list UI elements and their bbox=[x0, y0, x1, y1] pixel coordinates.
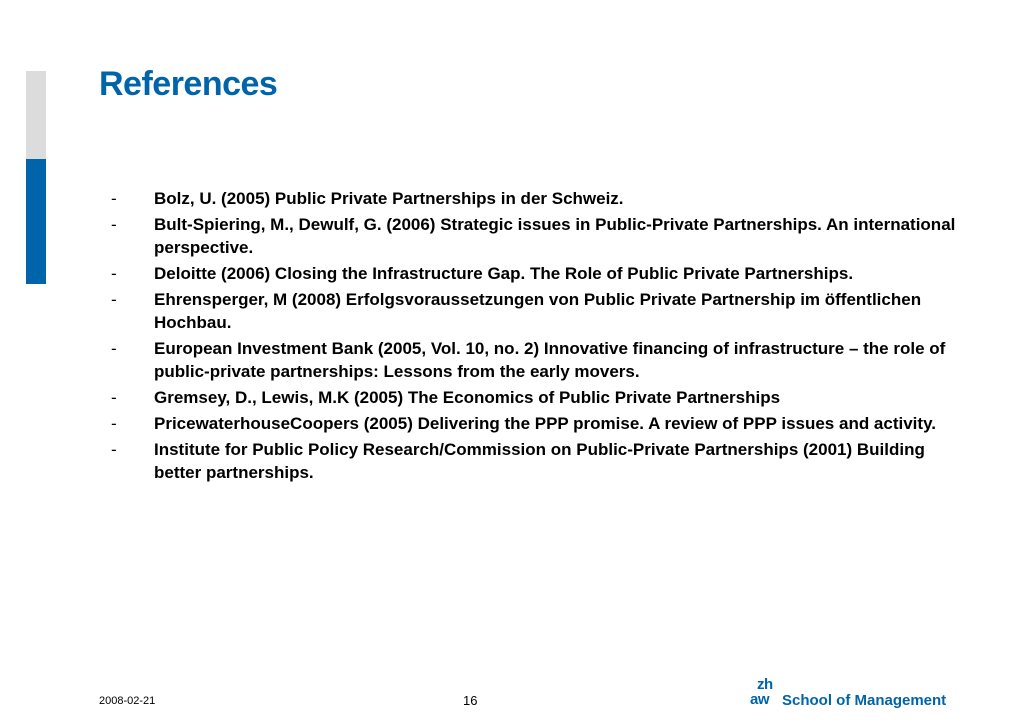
reference-item bbox=[108, 213, 958, 259]
reference-list bbox=[108, 187, 958, 487]
logo-text: School of Management bbox=[782, 692, 947, 709]
reference-text: Gremsey, D., Lewis, M.K (2005) The Economics of Public Private Partnerships bbox=[154, 388, 781, 407]
slide-title: References bbox=[99, 65, 278, 103]
reference-item bbox=[108, 438, 958, 484]
reference-text: Institute for Public Policy Research/Commission on Public-Private Partnerships (2001) Building better partnerships. bbox=[154, 440, 925, 482]
logo-mark-bottom: aw bbox=[750, 691, 770, 708]
reference-item bbox=[108, 262, 958, 285]
reference-item bbox=[108, 288, 958, 334]
reference-text: Ehrensperger, M (2008) Erfolgsvoraussetzungen von Public Private Partnership im öffentlichen Hochbau. bbox=[154, 290, 922, 332]
bullet-dash: - bbox=[111, 215, 117, 234]
bullet-dash: - bbox=[111, 339, 117, 358]
bullet-dash: - bbox=[111, 264, 117, 283]
bullet-dash: - bbox=[111, 414, 117, 433]
footer-date: 2008-02-21 bbox=[99, 695, 156, 707]
reference-item bbox=[108, 337, 958, 383]
reference-text: Deloitte (2006) Closing the Infrastructure Gap. The Role of Public Private Partnerships. bbox=[154, 264, 854, 283]
reference-item bbox=[108, 386, 958, 409]
decor-bar-grey bbox=[26, 71, 46, 159]
zhaw-logo-icon bbox=[749, 676, 783, 710]
reference-text: European Investment Bank (2005, Vol. 10, no. 2) Innovative financing of infrastructure – the role of public-private partnerships: Lessons from the early movers. bbox=[154, 339, 946, 381]
logo-mark-top: zh bbox=[757, 676, 773, 693]
reference-text: PricewaterhouseCoopers (2005) Delivering the PPP promise. A review of PPP issues and activity. bbox=[154, 414, 936, 433]
reference-text: Bolz, U. (2005) Public Private Partnerships in der Schweiz. bbox=[154, 189, 624, 208]
bullet-dash: - bbox=[111, 388, 117, 407]
decor-bar-blue bbox=[26, 159, 46, 284]
bullet-dash: - bbox=[111, 189, 117, 208]
bullet-dash: - bbox=[111, 290, 117, 309]
reference-text: Bult-Spiering, M., Dewulf, G. (2006) Strategic issues in Public-Private Partnerships. An international perspective. bbox=[154, 215, 956, 257]
reference-item bbox=[108, 412, 958, 435]
page-number: 16 bbox=[463, 693, 478, 708]
bullet-dash: - bbox=[111, 440, 117, 459]
reference-item bbox=[108, 187, 958, 210]
